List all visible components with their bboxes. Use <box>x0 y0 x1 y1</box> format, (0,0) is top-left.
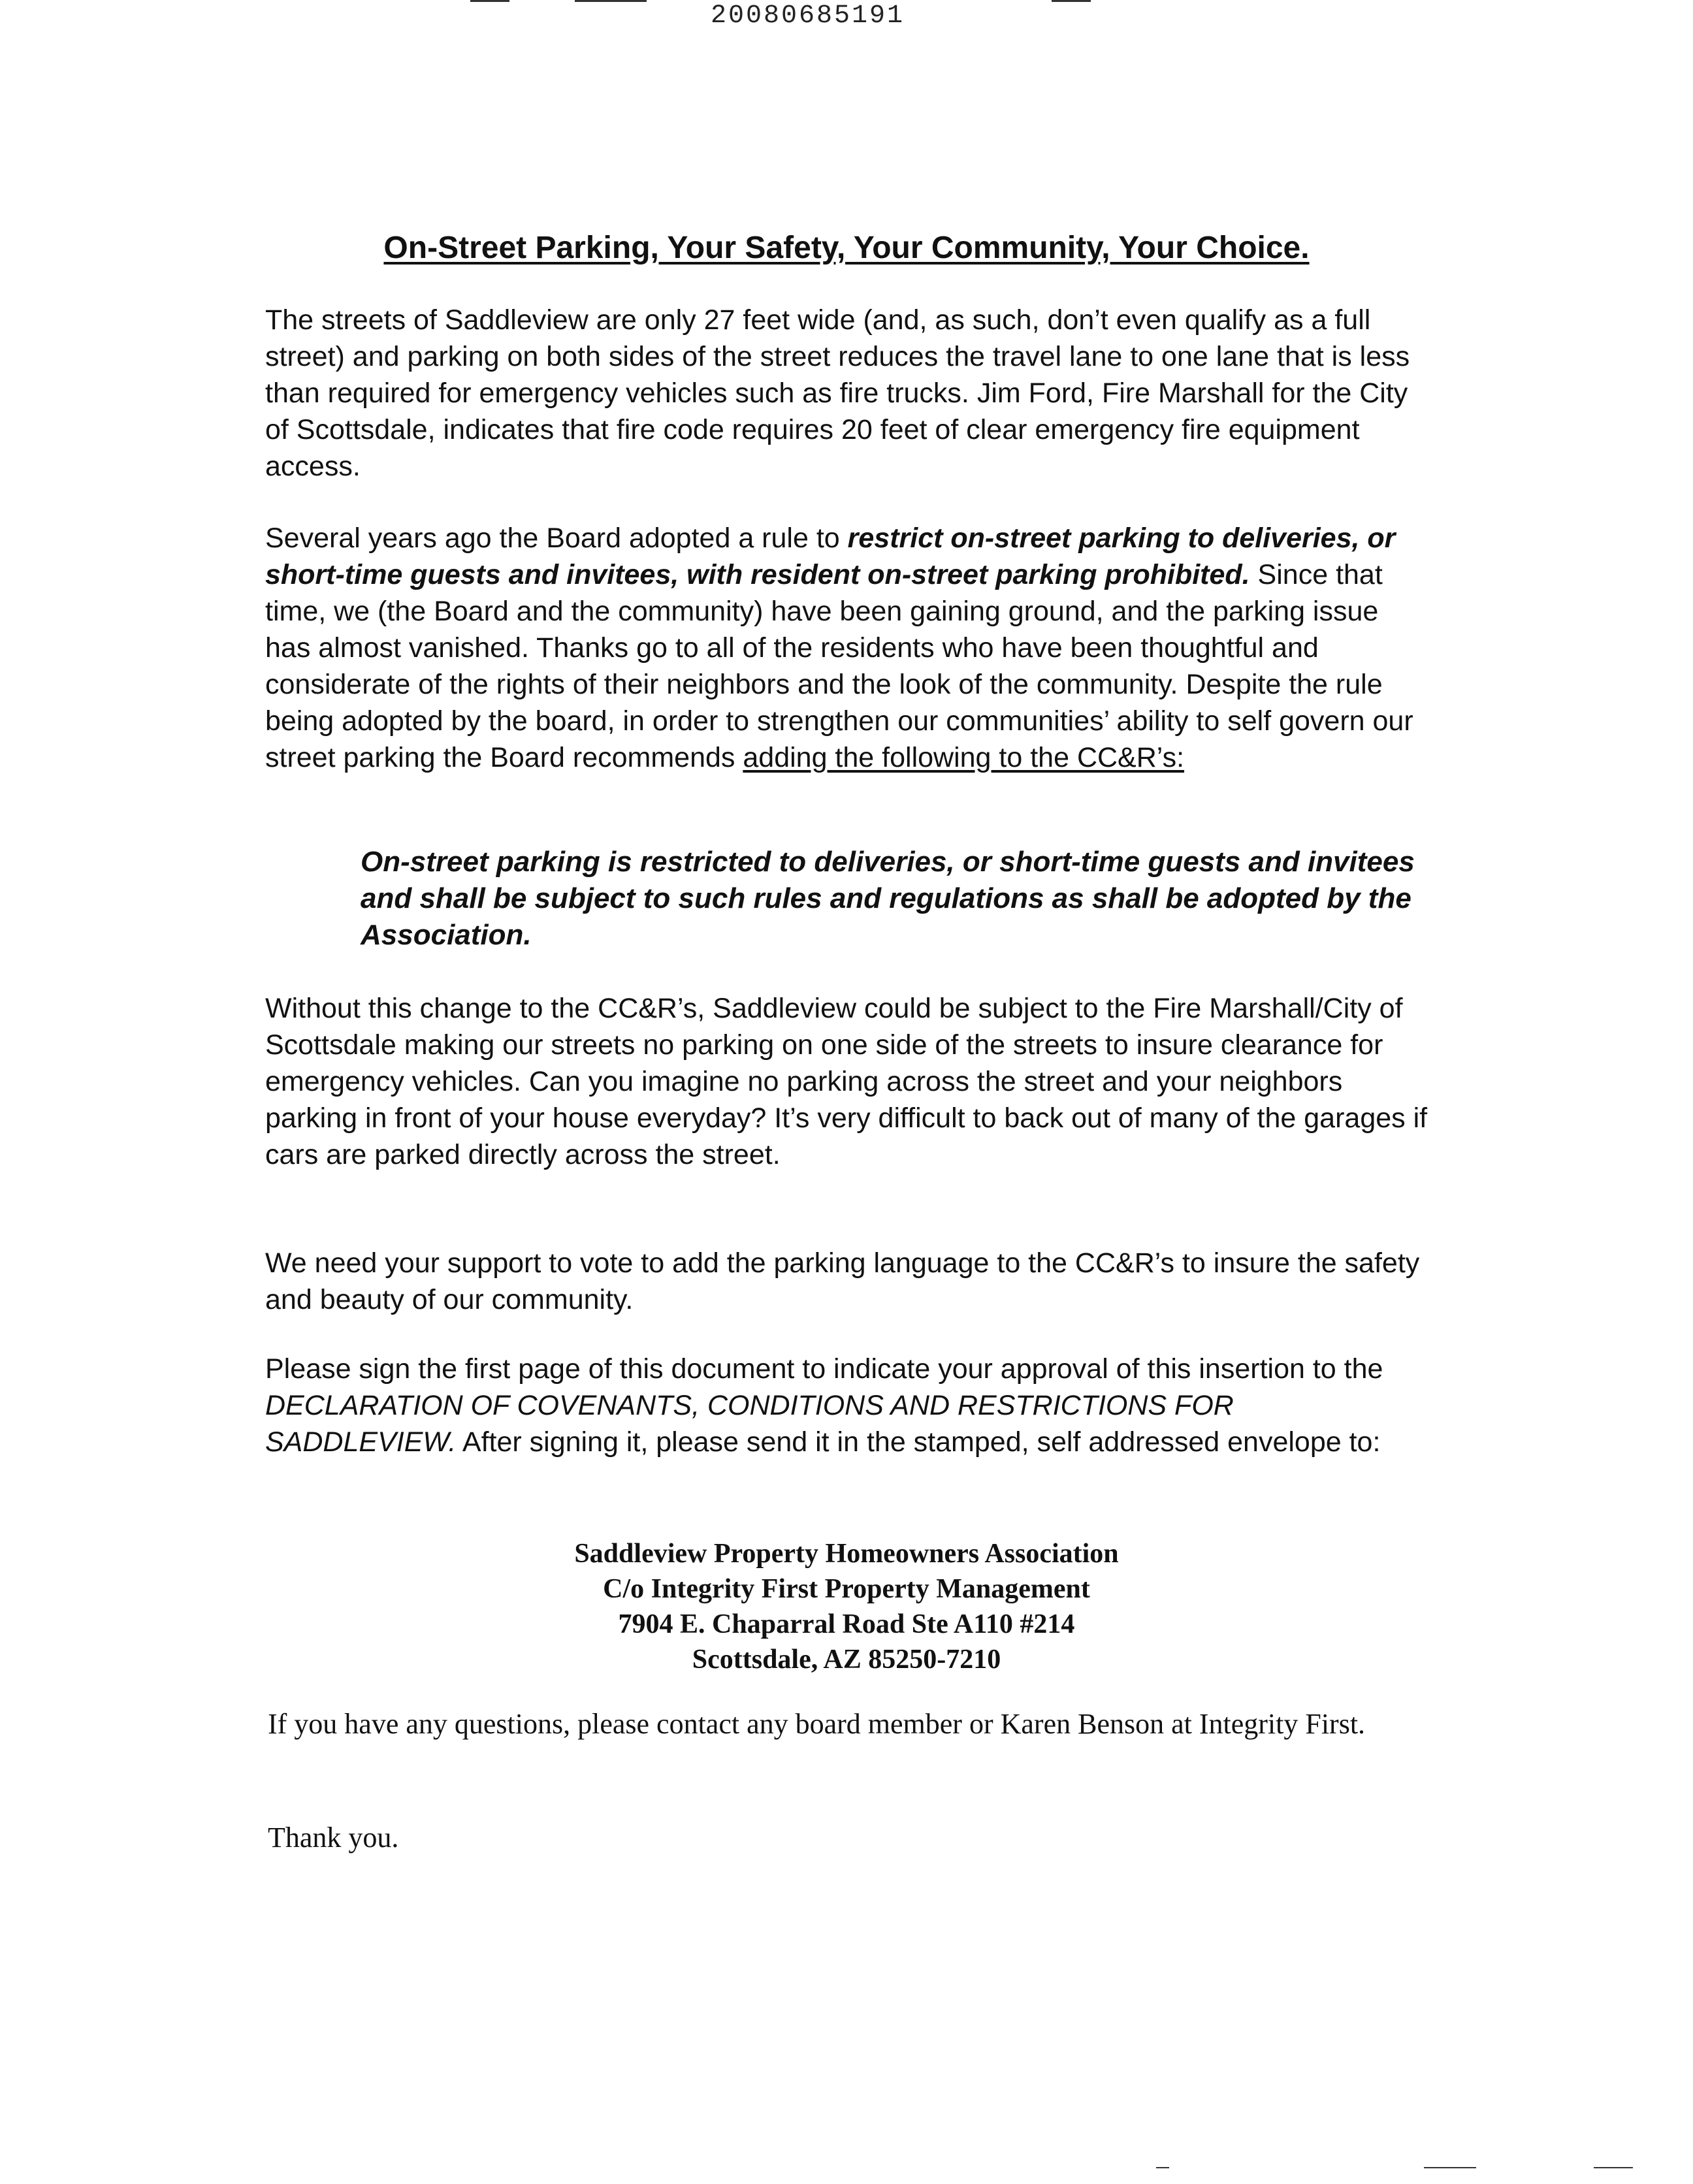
para2-underlined: adding the following to the CC&R’s: <box>743 742 1185 773</box>
address-line: Scottsdale, AZ 85250-7210 <box>692 1645 1001 1675</box>
paragraph-support-vote: We need your support to vote to add the parking language to the CC&R’s to insure the safety and beauty of our community. <box>265 1247 1420 1315</box>
scan-mark <box>1156 2167 1169 2168</box>
address-line: C/o Integrity First Property Management <box>603 1574 1090 1604</box>
para2-body: Since that time, we (the Board and the community) have been gaining ground, and the parking issue has almost vanished. Thanks go to all of the residents who have been thoughtful and considerate of the rights of their neighbors and the look of the community. Despite the rule being adopted by the board, in order to strengthen our communities’ ability to self govern our street parking the Board recommends <box>265 559 1413 773</box>
paragraph-questions: If you have any questions, please contact any board member or Karen Benson at Integrity First. <box>268 1708 1366 1740</box>
paragraph-sign-instructions <box>265 1351 1428 1460</box>
address-line: Saddleview Property Homeowners Association <box>574 1539 1119 1569</box>
scan-mark <box>470 0 509 2</box>
scan-mark <box>1052 0 1091 2</box>
paragraph-street-width: The streets of Saddleview are only 27 feet wide (and, as such, don’t even qualify as a full street) and parking on both sides of the street reduces the travel lane to one lane that is less than required for emergency vehicles such as fire trucks. Jim Ford, Fire Marshall for the City of Scottsdale, indicates that fire code requires 20 feet of clear emergency fire equipment access. <box>265 304 1410 482</box>
para5-intro: Please sign the first page of this document to indicate your approval of this insertion to the <box>265 1353 1383 1385</box>
address-line: 7904 E. Chaparral Road Ste A110 #214 <box>618 1609 1075 1639</box>
para2-emphasis: restrict on-street parking to deliveries, or short-time guests and invitees, with resident on-street parking prohibited. <box>265 522 1396 590</box>
proposed-ccr-text: On-street parking is restricted to deliveries, or short-time guests and invitees and shall be subject to such rules and regulations as shall be adopted by the Association. <box>361 846 1415 951</box>
paragraph-without-change: Without this change to the CC&R’s, Saddleview could be subject to the Fire Marshall/City of Scottsdale making our streets no parking on one side of the streets to insure clearance for emergency vehicles. Can you imagine no parking across the street and your neighbors parking in front of your house everyday? It’s very difficult to back out of many of the garages if cars are parked directly across the street. <box>265 993 1428 1170</box>
page-title: On-Street Parking, Your Safety, Your Community, Your Choice. <box>383 231 1310 265</box>
para5-declaration: DECLARATION OF COVENANTS, CONDITIONS AND RESTRICTIONS FOR SADDLEVIEW. <box>265 1390 1234 1458</box>
scan-mark <box>1594 2167 1633 2168</box>
para5-body: After signing it, please send it in the stamped, self addressed envelope to: <box>456 1426 1381 1458</box>
mailing-address <box>0 1536 1693 1677</box>
paragraph-board-rule <box>265 520 1428 776</box>
scan-mark <box>1424 2167 1476 2168</box>
document-number: 20080685191 <box>711 1 905 31</box>
closing-thank-you: Thank you. <box>268 1822 399 1854</box>
scan-mark <box>575 0 647 2</box>
para2-intro: Several years ago the Board adopted a rule to <box>265 522 848 554</box>
